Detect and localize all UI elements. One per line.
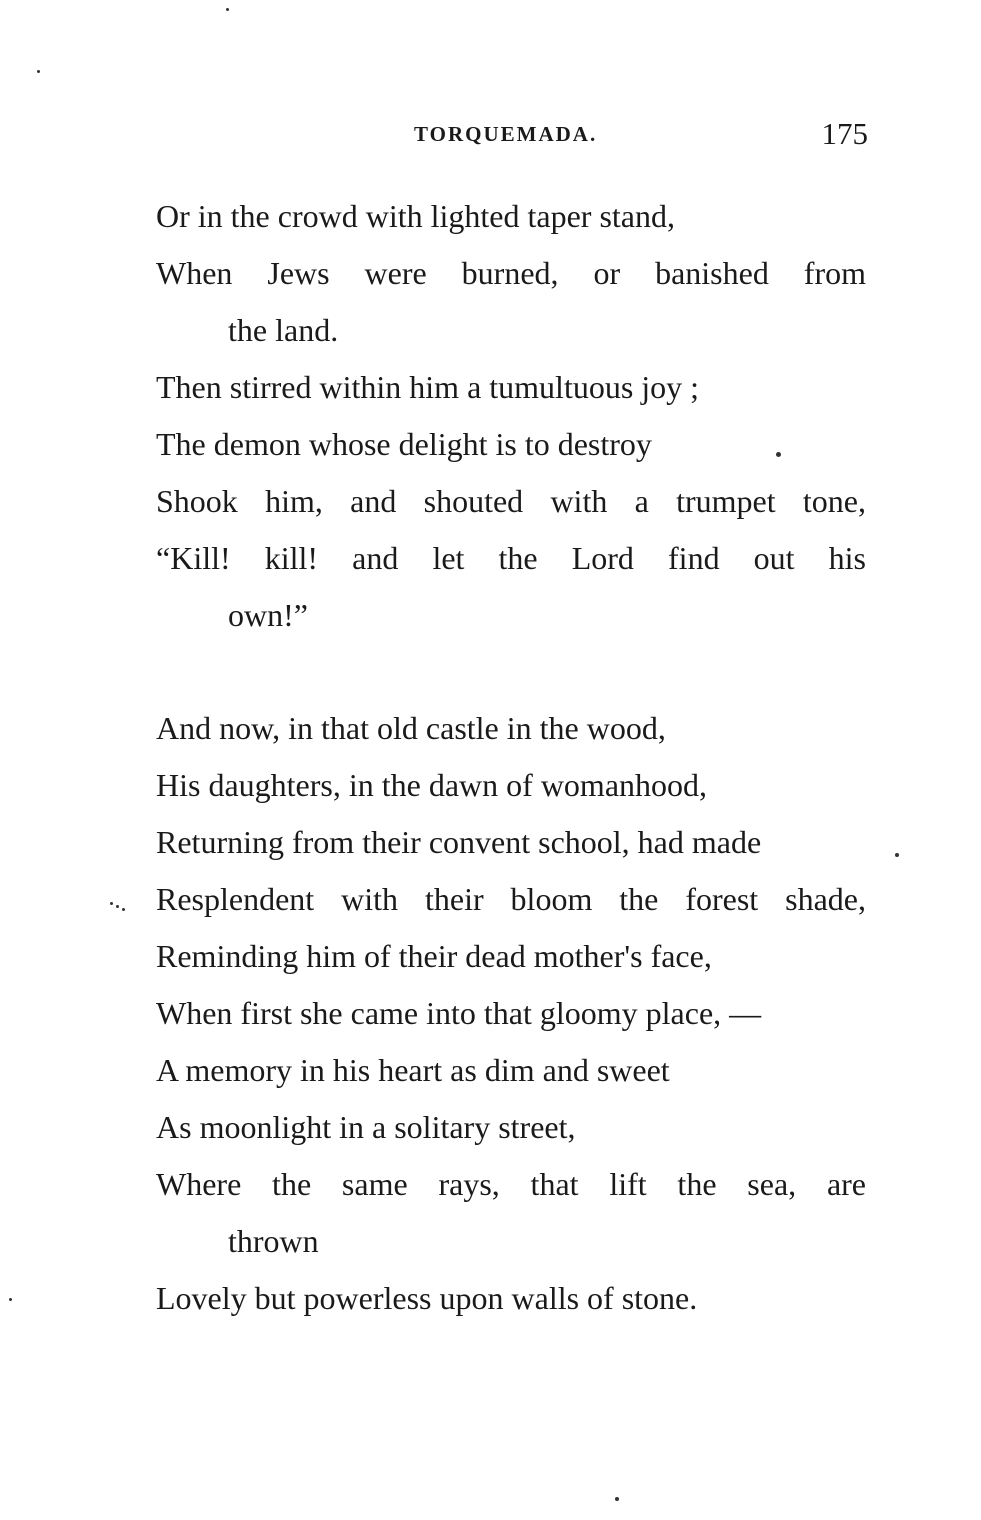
ink-speck xyxy=(895,853,899,857)
verse-line: Resplendent with their bloom the forest shade, xyxy=(156,881,866,917)
verse-line-continuation: the land. xyxy=(228,312,339,348)
verse-line: Returning from their convent school, had made xyxy=(156,824,762,860)
verse-line: When Jews were burned, or banished from xyxy=(156,255,866,291)
verse-line: His daughters, in the dawn of womanhood, xyxy=(156,767,708,803)
ink-speck xyxy=(116,905,119,908)
ink-speck xyxy=(110,902,113,905)
verse-line-continuation: own!” xyxy=(228,597,308,633)
page-number: 175 xyxy=(821,116,868,151)
ink-speck xyxy=(122,908,125,911)
verse-line: Where the same rays, that lift the sea, are xyxy=(156,1166,866,1202)
verse-line: When first she came into that gloomy place, — xyxy=(156,995,762,1031)
verse-line: Or in the crowd with lighted taper stand, xyxy=(156,198,675,234)
running-title: TORQUEMADA. xyxy=(414,122,598,146)
verse-line: Reminding him of their dead mother's face, xyxy=(156,938,712,974)
verse-line: Shook him, and shouted with a trumpet tone, xyxy=(156,483,866,519)
verse-line: As moonlight in a solitary street, xyxy=(156,1109,576,1145)
verse-line: Lovely but powerless upon walls of stone. xyxy=(156,1280,698,1316)
ink-speck xyxy=(226,8,229,11)
ink-speck xyxy=(9,1298,12,1301)
verse-line: Then stirred within him a tumultuous joy ; xyxy=(156,369,700,405)
verse-line: “Kill! kill! and let the Lord find out his xyxy=(156,540,866,576)
verse-line: And now, in that old castle in the wood, xyxy=(156,710,666,746)
ink-speck xyxy=(776,452,781,457)
ink-speck xyxy=(615,1497,619,1501)
ink-speck xyxy=(37,70,40,73)
running-head xyxy=(156,116,868,156)
verse-line: The demon whose delight is to destroy xyxy=(156,426,652,462)
verse-line-continuation: thrown xyxy=(228,1223,319,1259)
verse-line: A memory in his heart as dim and sweet xyxy=(156,1052,670,1088)
